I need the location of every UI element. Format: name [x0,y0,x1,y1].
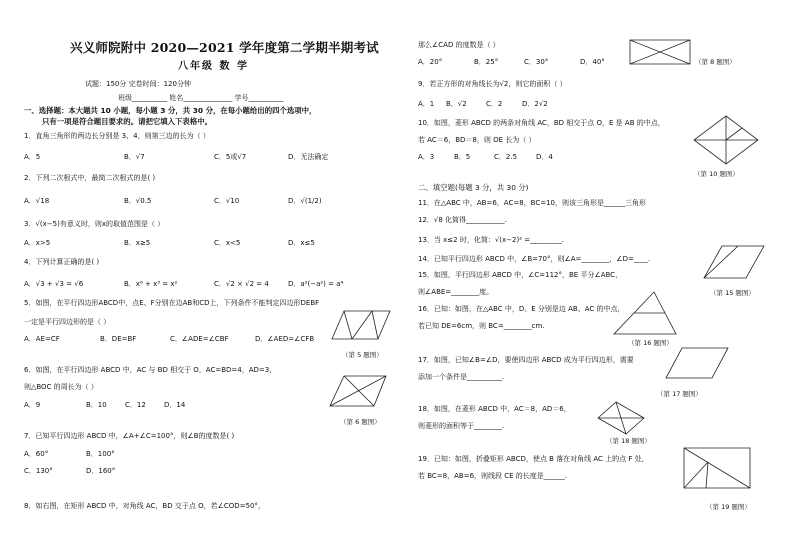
q10-option-c: C．2.5 [494,153,518,161]
q4-option-b: B．x⁶ + x³ = x² [124,280,178,288]
figure-q18 [596,400,646,436]
q4-option-d: D．a²(−a²) = a⁴ [288,280,344,288]
q10-option-b: B．5 [454,153,471,161]
q3-option-c: C．x<5 [214,239,241,247]
exam-info: 试题：150分 完卷时间：120分钟 [85,80,191,88]
q10-option-d: D．4 [536,153,553,161]
q15-text-2: 则∠ABE=________度。 [418,288,494,296]
q19-text: 19．已知：如图，折叠矩形 ABCD，使点 B 落在对角线 AC 上的点 F 处， [418,455,649,463]
q8-stem-2: 那么∠CAD 的度数是（ ） [418,41,500,49]
q2-option-c: C．√10 [214,197,240,205]
q10-figure-caption: （第 10 题图） [694,170,739,178]
q2-stem: 2．下列二次根式中，最简二次根式的是( ) [24,174,156,182]
q7-option-c: C．130° [24,467,53,475]
q3-stem: 3．√(x−5)有意义时，则x的取值范围是（ ） [24,220,165,228]
q10-stem: 10．如图，菱形 ABCD 的两条对角线 AC，BD 相交于点 O，E 是 AB 的中点， [418,119,665,127]
q18-text: 18．如图，在菱形 ABCD 中，AC＝8，AD＝6， [418,405,571,413]
q15-figure-caption: （第 15 题图） [710,289,755,297]
q16-figure-caption: （第 16 题图） [628,339,673,347]
q8-option-b: B．25° [474,58,499,66]
q3-option-a: A．x>5 [24,239,51,247]
q13-text: 13．当 x≤2 时，化简：√(x−2)² =_________. [418,236,564,244]
q16-text-2: 若已知 DE=6cm，则 BC=________cm. [418,322,545,330]
section2-header: 二、填空题(每题 3 分，共 30 分) [418,183,529,192]
q5-stem-2: 一定是平行四边形的是（ ） [24,318,111,326]
q17-figure-caption: （第 17 题图） [657,390,702,398]
q5-option-c: C．∠ADE=∠CBF [170,335,229,343]
q6-option-d: D．14 [164,401,186,409]
figure-q6 [330,372,386,412]
q1-option-a: A．5 [24,153,41,161]
q10-stem-2: 若 AC＝6，BD＝8，则 OE 长为（ ） [418,136,536,144]
q10-option-a: A．3 [418,153,435,161]
q4-option-c: C．√2 × √2 = 4 [214,280,269,288]
q7-stem: 7．已知平行四边形 ABCD 中，∠A+∠C=100°，则∠B的度数是( ) [24,432,235,440]
q6-option-a: A．9 [24,401,41,409]
q9-option-a: A．1 [418,100,435,108]
q1-option-c: C．5或√7 [214,153,247,161]
subject-heading: 八年级 数 学 [178,61,249,72]
q5-option-d: D．∠AED=∠CFB [255,335,315,343]
q4-option-a: A．√3 + √3 = √6 [24,280,84,288]
q9-option-b: B．√2 [446,100,467,108]
figure-q19 [684,446,750,490]
q9-stem: 9．若正方形的对角线长为√2，则它的面积（ ） [418,80,567,88]
q14-text: 14．已知平行四边形 ABCD 中，∠B=70°，则∠A=________，∠D=____. [418,255,651,263]
q18-text-2: 则菱形的面积等于________. [418,422,505,430]
q7-option-b: B．100° [86,450,115,458]
q19-text-2: 若 BC=8，AB=6，则线段 CE 的长度是______. [418,472,568,480]
figure-q5 [332,306,392,346]
q6-figure-caption: （第 6 题图） [340,418,381,426]
q5-stem: 5．如图，在平行四边形ABCD中，点E、F分别在边AB和CD上，下列条件不能判定四边形DEBF [24,299,320,307]
q18-figure-caption: （第 18 题图） [606,437,651,445]
q6-stem: 6．如图，在平行四边形 ABCD 中，AC 与 BD 相交于 O，AC=BD=4，AD=3， [24,366,277,374]
q4-stem: 4．下列计算正确的是( ) [24,258,100,266]
q2-option-b: B．√0.5 [124,197,152,205]
figure-q15 [704,244,764,280]
q8-figure-caption: （第 8 题图） [695,58,736,66]
q2-option-d: D．√(1/2) [288,197,322,205]
q7-option-d: D．160° [86,467,116,475]
figure-q17 [666,346,728,380]
q3-option-b: B．x≥5 [124,239,151,247]
q8-option-c: C．30° [524,58,549,66]
q8-stem: 8．如右图，在矩形 ABCD 中，对角线 AC，BD 交于点 O，若∠COD=50°， [24,502,265,510]
exam-title: 兴义师院附中 2020—2021 学年度第二学期半期考试 [70,40,379,55]
q11-text: 11．在△ABC 中，AB=6，AC=8，BC=10，则该三角形是______三角形 [418,199,646,207]
q17-text-2: 添加一个条件是__________. [418,373,505,381]
figure-q16 [614,290,676,336]
q1-option-d: D．无法确定 [288,153,329,161]
q9-option-c: C．2 [486,100,503,108]
q6-option-c: C．12 [125,401,146,409]
q12-text: 12．√8 化简得___________. [418,216,507,224]
q15-text: 15．如图，平行四边形 ABCD 中，∠C=112°，BE 平分∠ABC， [418,271,623,279]
figure-q10 [692,114,760,166]
q5-option-b: B．DE=BF [100,335,137,343]
q9-option-d: D．2√2 [522,100,548,108]
q1-option-b: B．√7 [124,153,145,161]
q3-option-d: D．x≤5 [288,239,315,247]
section1-header-2: 只有一项是符合题目要求的。请把它填入下表格中。 [42,117,212,126]
q1-stem: 1．直角三角形的两边长分别是 3、4，则第三边的长为（ ） [24,132,210,140]
q5-option-a: A．AE=CF [24,335,60,343]
q8-option-a: A．20° [418,58,443,66]
q7-option-a: A．60° [24,450,49,458]
q6-option-b: B．10 [86,401,107,409]
figure-q8 [630,38,690,66]
q2-option-a: A．√18 [24,197,50,205]
student-info-line: 班级__________ 姓名______________ 学号__________ [118,94,284,102]
q17-text: 17．如图，已知∠B=∠D，要使四边形 ABCD 成为平行四边形，需要 [418,356,634,364]
section1-header: 一、选择题：本大题共 10 小题，每小题 3 分，共 30 分，在每小题给出的四个选项中， [24,106,317,115]
q16-text: 16．已知：如图，在△ABC 中，D、E 分别是边 AB、AC 的中点， [418,305,625,313]
q5-figure-caption: （第 5 题图） [342,351,383,359]
q6-stem-2: 则△BOC 的周长为（ ） [24,383,98,391]
q8-option-d: D．40° [580,58,605,66]
q19-figure-caption: （第 19 题图） [706,503,751,511]
